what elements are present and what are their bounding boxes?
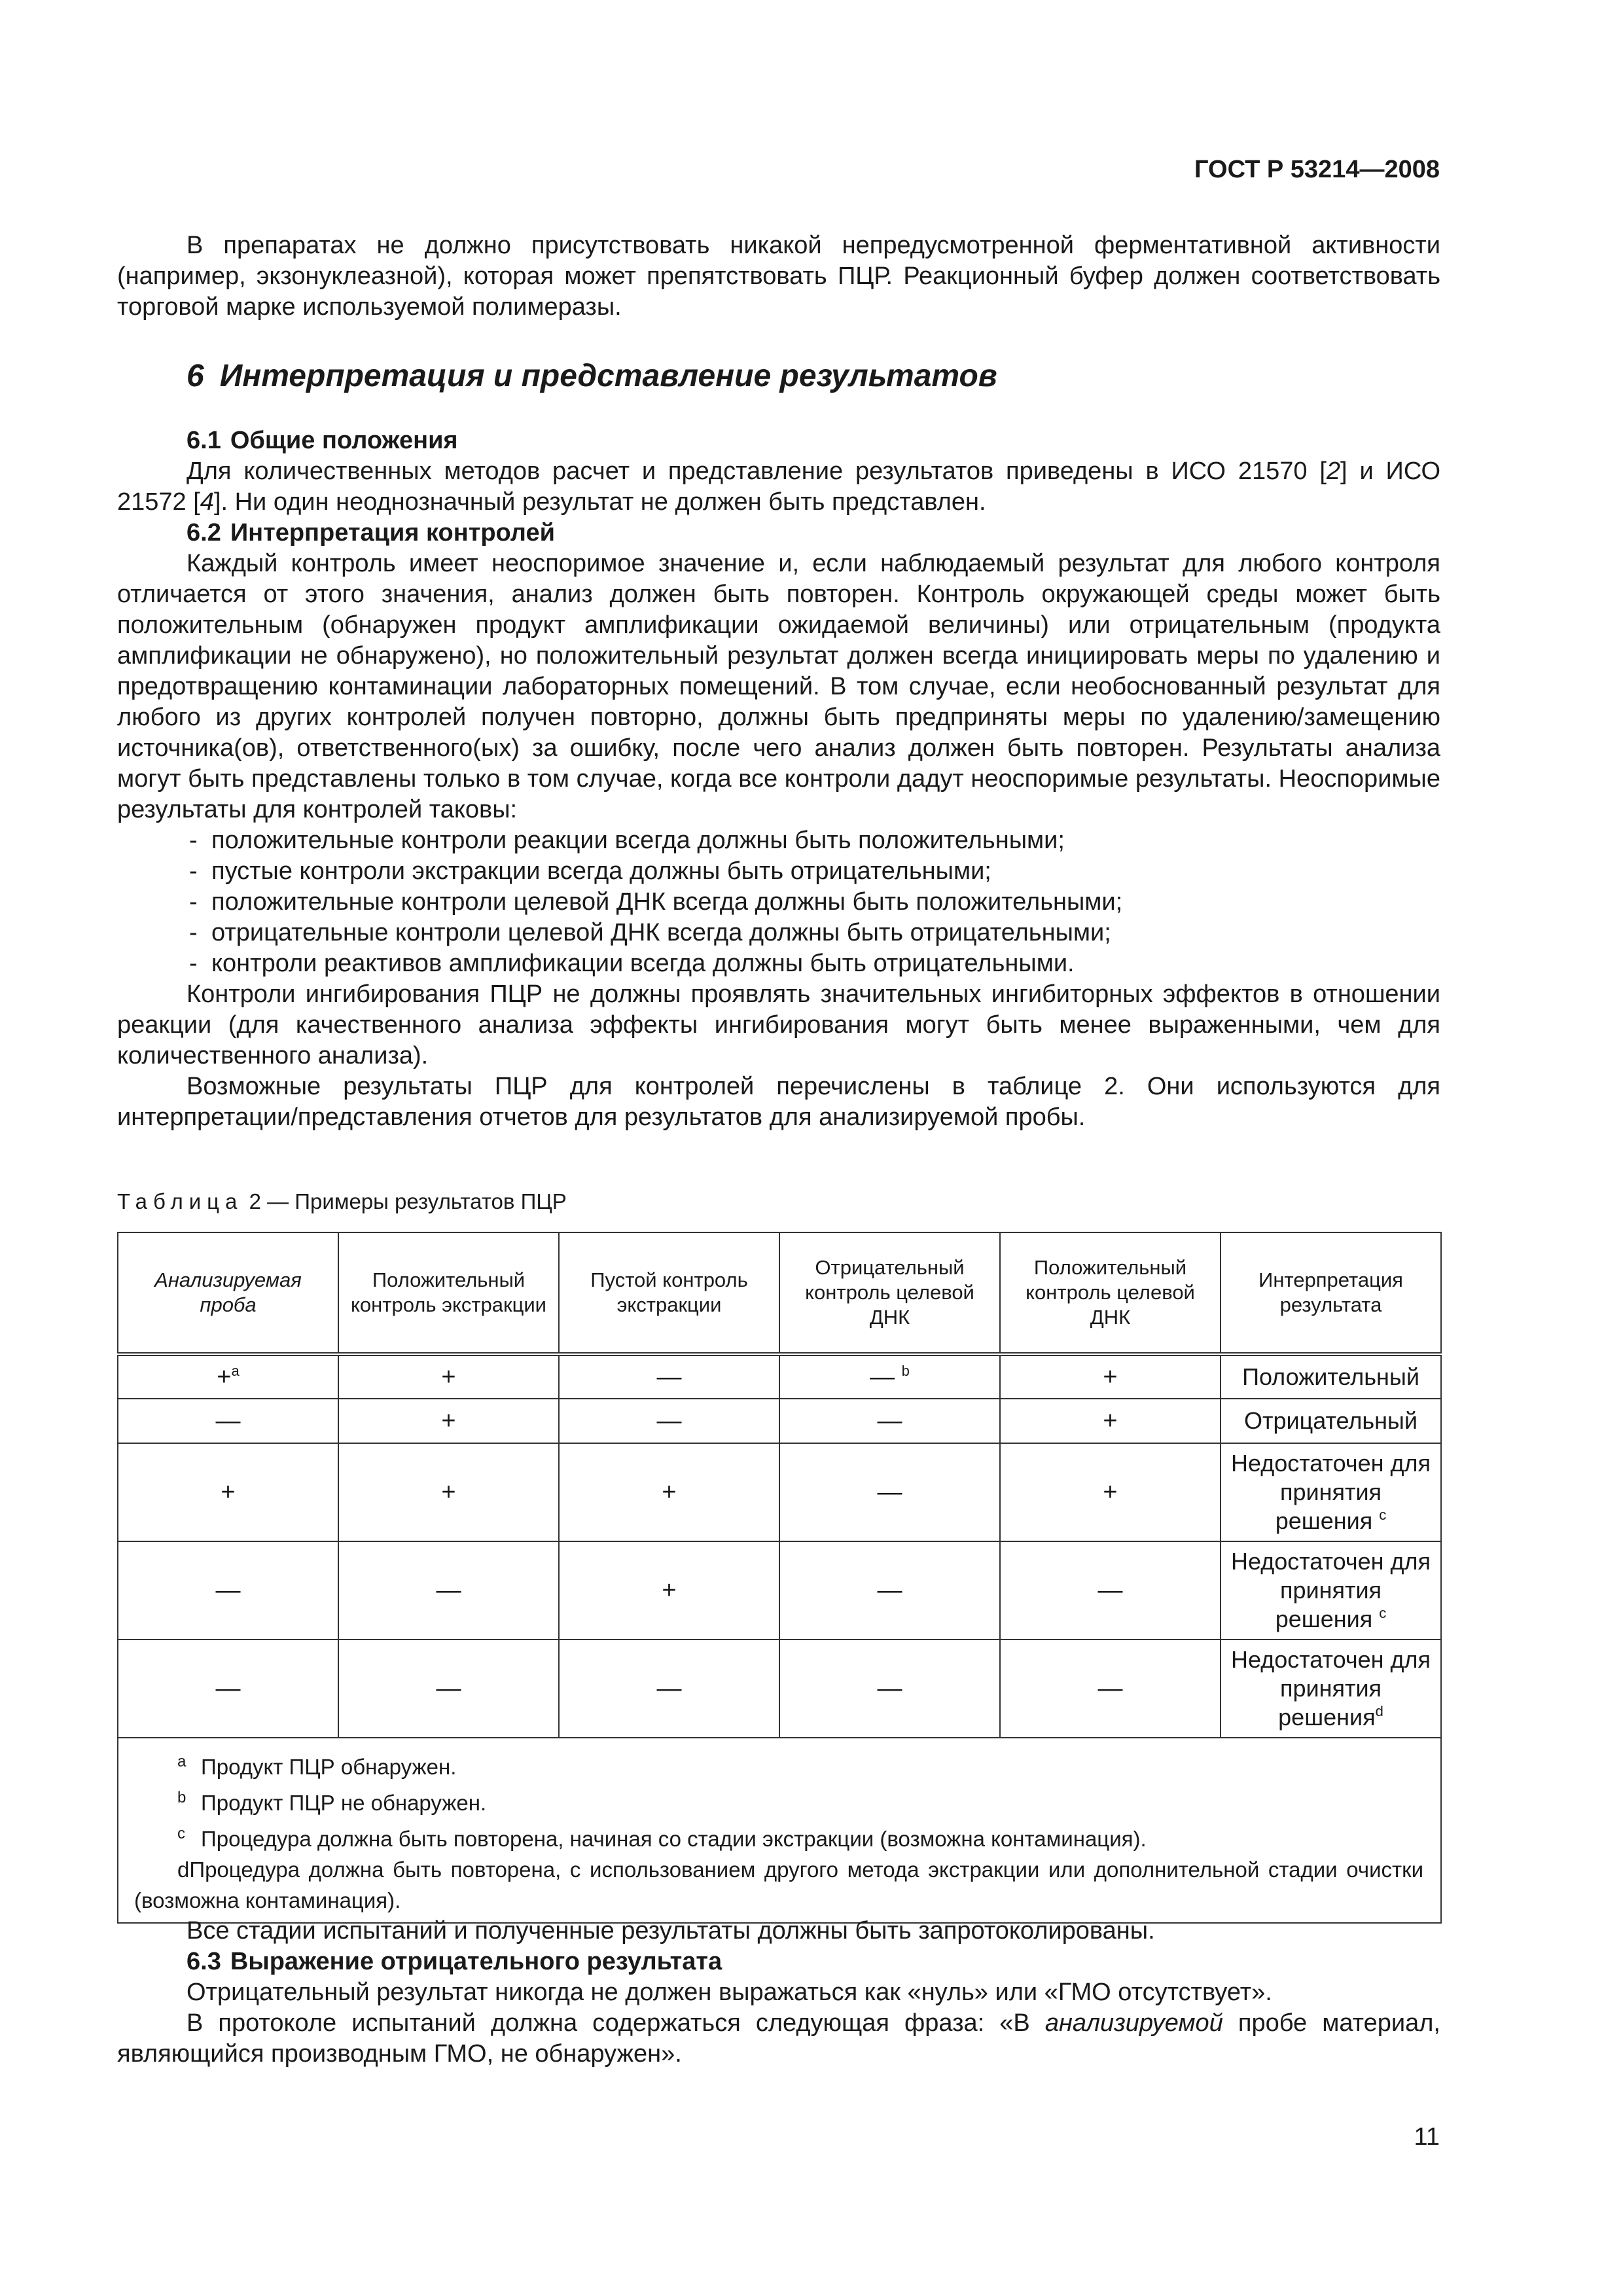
- section-number: 6: [187, 359, 204, 393]
- interpretation-cell: Недостаточен для принятия решения $^c$: [1221, 1443, 1441, 1541]
- table-cell: —: [338, 1640, 559, 1738]
- footnote-marker: b: [901, 1362, 910, 1379]
- column-header: Анализируемая проба: [118, 1232, 338, 1354]
- footnote-marker: d: [1375, 1703, 1383, 1719]
- table-note: [134, 1782, 1423, 1818]
- table-row: [118, 1640, 1441, 1738]
- reference-link: 4: [200, 488, 214, 516]
- note-marker: c: [177, 1825, 185, 1842]
- footnote-marker: a: [231, 1362, 240, 1379]
- interpretation-cell: Недостаточен для принятия решения$^d$: [1221, 1640, 1441, 1738]
- table-cell: —: [559, 1399, 779, 1443]
- note-text: Процедура должна быть повторена, с использованием другого метода экстракции или дополнительной стадии очистки (возможна контаминация).: [134, 1857, 1423, 1912]
- note-text: Процедура должна быть повторена, начиная со стадии экстракции (возможна контаминация).: [201, 1827, 1147, 1851]
- column-header: Положительный контроль экстракции: [338, 1232, 559, 1354]
- table-cell: —: [779, 1443, 1000, 1541]
- intro-paragraph: В препаратах не должно присутствовать никакой непредусмотренной ферментативной активности (например, экзонуклеазной), которая может препятствовать ПЦР. Реакционный буфер должен соответствовать торговой марке используемой полимеразы.: [117, 232, 1440, 321]
- subsection-6-2-paragraph-3: Возможные результаты ПЦР для контролей перечислены в таблице 2. Они используются для интерпретации/представления отчетов для результатов для анализируемой пробы.: [117, 1073, 1440, 1131]
- section-heading: [187, 358, 997, 394]
- text-fragment: пробе материал, являющийся производным ГМО, не обнаружен».: [117, 2009, 1440, 2068]
- list-item: - контроли реактивов амплификации всегда должны быть отрицательными.: [187, 948, 1440, 979]
- table-cell: —: [338, 1541, 559, 1640]
- interpretation-cell: Отрицательный: [1221, 1399, 1441, 1443]
- subsection-number: 6.1: [187, 427, 221, 454]
- caption-prefix: Таблица: [117, 1189, 243, 1213]
- text-fragment: ]. Ни один неоднозначный результат не должен быть представлен.: [213, 488, 986, 516]
- section-title: Интерпретация и представление результатов: [219, 359, 997, 393]
- list-item: - пустые контроли экстракции всегда должны быть отрицательными;: [187, 856, 1440, 887]
- list-item: - отрицательные контроли целевой ДНК всегда должны быть отрицательными;: [187, 918, 1440, 948]
- caption-title: — Примеры результатов ПЦР: [267, 1189, 567, 1213]
- table-note: [134, 1818, 1423, 1854]
- subsection-6-3-heading: [117, 1946, 1440, 1977]
- list-item: - положительные контроли реакции всегда должны быть положительными;: [187, 825, 1440, 856]
- page-number: 11: [1414, 2123, 1440, 2151]
- subsection-6-2-paragraph-1: Каждый контроль имеет неоспоримое значение и, если наблюдаемый результат для любого контроля отличается от этого значения, анализ должен быть повторен. Контроль окружающей среды может быть положительным (обнаружен продукт амплификации ожидаемой величины) или отрицательным (продукта амплификации не обнаружено), но положительный результат должен всегда инициировать меры по удалению и предотвращению контаминации лабораторных помещений. В том случае, если необоснованный результат для любого из других контролей получен повторно, должны быть предприняты меры по удалению/замещению источника(ов), ответственного(ых) за ошибку, после чего анализ должен быть повторен. Результаты анализа могут быть представлены только в том случае, когда все контроли дадут неоспоримые результаты. Неоспоримые результаты для контролей таковы:: [117, 550, 1440, 823]
- results-table: [117, 1232, 1442, 1924]
- subsection-title: Интерпретация контролей: [230, 519, 555, 547]
- table-cell: —: [559, 1354, 779, 1399]
- interpretation-cell: Положительный: [1221, 1354, 1441, 1399]
- column-header: Отрицательный контроль целевой ДНК: [779, 1232, 1000, 1354]
- subsection-6-1-heading: [117, 425, 1440, 456]
- table-cell: — $^b$: [779, 1354, 1000, 1399]
- subsection-title: Общие положения: [230, 427, 458, 454]
- subsection-6-3-paragraph-2: [117, 2008, 1440, 2070]
- table-cell: —: [118, 1399, 338, 1443]
- table-cell: —: [779, 1640, 1000, 1738]
- footnote-marker: c: [1379, 1605, 1387, 1621]
- table-header-row: [118, 1232, 1441, 1354]
- table-note: [134, 1746, 1423, 1782]
- table-note: [134, 1854, 1423, 1916]
- after-table-block: [117, 1916, 1440, 2070]
- table-cell: —: [779, 1541, 1000, 1640]
- table-cell: —: [779, 1399, 1000, 1443]
- list-item: - положительные контроли целевой ДНК всегда должны быть положительными;: [187, 887, 1440, 918]
- footnote-marker: c: [1379, 1507, 1387, 1523]
- interpretation-cell: Недостаточен для принятия решения $^c$: [1221, 1541, 1441, 1640]
- caption-number: 2: [249, 1189, 261, 1213]
- note-marker: d: [177, 1857, 190, 1882]
- subsection-number: 6.3: [187, 1948, 221, 1975]
- table-cell: —: [1000, 1640, 1221, 1738]
- table-notes: [118, 1738, 1441, 1923]
- table-cell: —: [1000, 1541, 1221, 1640]
- note-marker: a: [177, 1753, 187, 1770]
- text-fragment: В протоколе испытаний должна содержаться следующая фраза: «В: [187, 2009, 1045, 2037]
- note-marker: b: [177, 1789, 187, 1806]
- table-row: [118, 1541, 1441, 1640]
- table-notes-row: [118, 1738, 1441, 1923]
- subsection-title: Выражение отрицательного результата: [230, 1948, 722, 1975]
- table-cell: +: [338, 1354, 559, 1399]
- intro-block: [117, 230, 1440, 323]
- controls-list: [117, 825, 1440, 979]
- text-fragment: ] и ИСО 21572 [: [117, 457, 1441, 516]
- table-row: [118, 1354, 1441, 1399]
- table-cell: +: [1000, 1443, 1221, 1541]
- table-cell: +$^a$: [118, 1354, 338, 1399]
- subsection-6-3-paragraph-1: Отрицательный результат никогда не должен выражаться как «нуль» или «ГМО отсутствует».: [187, 1979, 1272, 2006]
- table-cell: +: [559, 1541, 779, 1640]
- table-cell: +: [118, 1443, 338, 1541]
- emphasis-text: анализируемой: [1044, 2009, 1223, 2037]
- subsection-6-1-paragraph: [117, 456, 1440, 518]
- after-table-paragraph: Все стадии испытаний и полученные результаты должны быть запротоколированы.: [187, 1917, 1155, 1945]
- subsection-number: 6.2: [187, 519, 221, 547]
- table-caption: [117, 1189, 567, 1214]
- table-cell: +: [1000, 1399, 1221, 1443]
- section-body: [117, 425, 1440, 1133]
- table-row: [118, 1399, 1441, 1443]
- table-cell: —: [559, 1640, 779, 1738]
- table-cell: +: [338, 1399, 559, 1443]
- table-cell: +: [559, 1443, 779, 1541]
- column-header: Пустой контроль экстракции: [559, 1232, 779, 1354]
- note-text: Продукт ПЦР обнаружен.: [201, 1755, 457, 1779]
- table-cell: —: [118, 1640, 338, 1738]
- table-row: [118, 1443, 1441, 1541]
- table-cell: +: [1000, 1354, 1221, 1399]
- text-fragment: Для количественных методов расчет и представление результатов приведены в ИСО 21570 [: [187, 457, 1327, 485]
- reference-link: 2: [1326, 457, 1341, 485]
- subsection-6-2-paragraph-2: Контроли ингибирования ПЦР не должны проявлять значительных ингибиторных эффектов в отношении реакции (для качественного анализа эффекты ингибирования могут быть менее выраженными, чем для количественного анализа).: [117, 980, 1440, 1069]
- table-cell: +: [338, 1443, 559, 1541]
- note-text: Продукт ПЦР не обнаружен.: [201, 1791, 487, 1815]
- standard-designation: ГОСТ Р 53214—2008: [1194, 156, 1440, 183]
- subsection-6-2-heading: [117, 518, 1440, 548]
- column-header: Интерпретация результата: [1221, 1232, 1441, 1354]
- column-header: Положительный контроль целевой ДНК: [1000, 1232, 1221, 1354]
- table-cell: —: [118, 1541, 338, 1640]
